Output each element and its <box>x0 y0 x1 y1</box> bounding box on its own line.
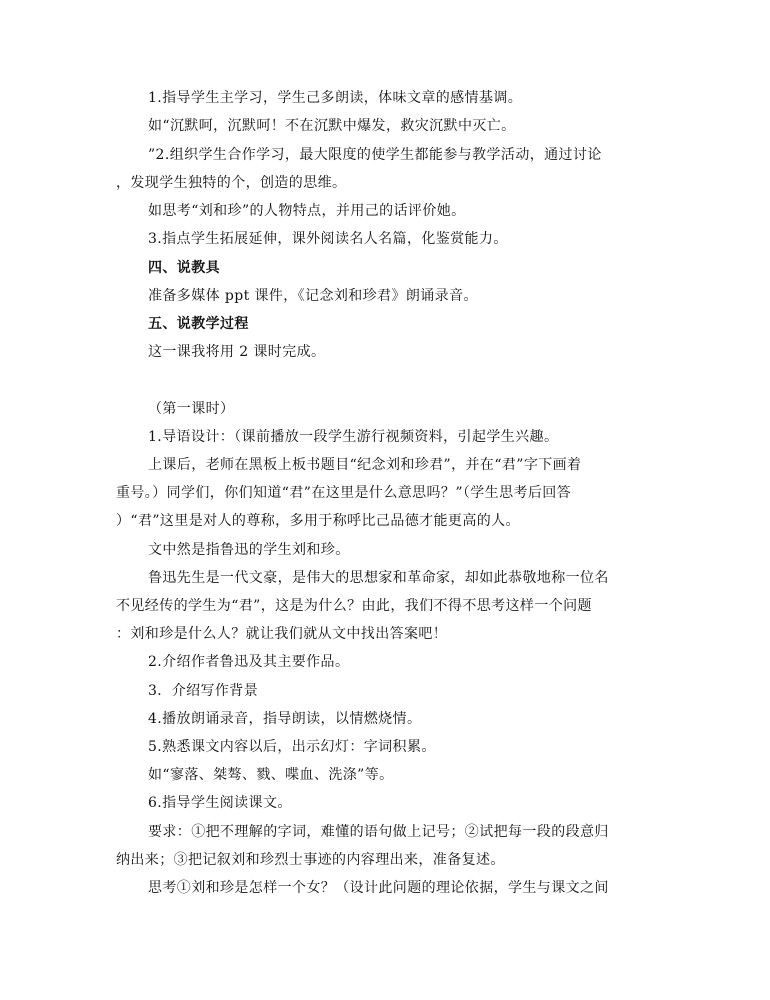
paragraph-line: 5.熟悉课文内容以后，出示幻灯：字词积累。 <box>148 739 436 755</box>
paragraph-line: 6.指导学生阅读课文。 <box>148 795 292 811</box>
paragraph-line: 上课后，老师在黑板上板书题目“纪念刘和珍君”，并在“君”字下画着 <box>148 457 582 473</box>
paragraph-line: 如“寥落、桀骜、戮、喋血、洗涤”等。 <box>148 767 394 783</box>
paragraph-line: ）“君”这里是对人的尊称，多用于称呼比己品德才能更高的人。 <box>116 513 520 529</box>
paragraph-line: 如“沉默呵，沉默呵！不在沉默中爆发，救灾沉默中灭亡。 <box>148 118 516 134</box>
section-heading: 五、说教学过程 <box>148 316 249 332</box>
paragraph-line: ”2.组织学生合作学习，最大限度的使学生都能参与教学活动，通过讨论 <box>148 147 602 163</box>
paragraph-line: 4.播放朗诵录音，指导朗读，以情燃烧情。 <box>148 711 422 727</box>
paragraph-line: 3.指点学生拓展延伸，课外阅读名人名篇，化鉴赏能力。 <box>148 231 508 247</box>
paragraph-line: 1.导语设计：（课前播放一段学生游行视频资料，引起学生兴趣。 <box>148 429 559 445</box>
section-heading: 四、说教具 <box>148 260 220 276</box>
paragraph-line: 文中然是指鲁迅的学生刘和珍。 <box>148 542 350 558</box>
paragraph-line: ：刘和珍是什么人？就让我们就从文中找出答案吧！ <box>116 626 448 642</box>
paragraph-line: 1.指导学生主学习，学生己多朗读，体味文章的感情基调。 <box>148 90 523 106</box>
paragraph-line: 不见经传的学生为“君”，这是为什么？由此，我们不得不思考这样一个问题 <box>116 598 592 614</box>
paragraph-line: ，发现学生独特的个，创造的思维。 <box>116 175 347 191</box>
paragraph-line: 纳出来；③把记叙刘和珍烈士事迹的内容理出来，准备复述。 <box>116 852 505 868</box>
paragraph-line: 如思考“刘和珍”的人物特点，并用己的话评价她。 <box>148 203 466 219</box>
paragraph-line: 鲁迅先生是一代文豪，是伟大的思想家和革命家，却如此恭敬地称一位名 <box>148 570 609 586</box>
paragraph-line: 要求：①把不理解的字词，难懂的语句做上记号；②试把每一段的段意归 <box>148 824 609 840</box>
paragraph-line: 这一课我将用 2 课时完成。 <box>148 344 326 360</box>
lesson-label: （第一课时） <box>148 401 235 417</box>
paragraph-line: 准备多媒体 ppt 课件，《记念刘和珍君》朗诵录音。 <box>148 288 478 304</box>
paragraph-line: 思考①刘和珍是怎样一个女？（设计此问题的理论依据，学生与课文之间 <box>148 880 609 896</box>
paragraph-line: 3．介绍写作背景 <box>148 683 259 699</box>
paragraph-line: 2.介绍作者鲁迅及其主要作品。 <box>148 654 350 670</box>
paragraph-line: 重号。）同学们，你们知道“君”在这里是什么意思吗？”（学生思考后回答 <box>116 485 572 501</box>
